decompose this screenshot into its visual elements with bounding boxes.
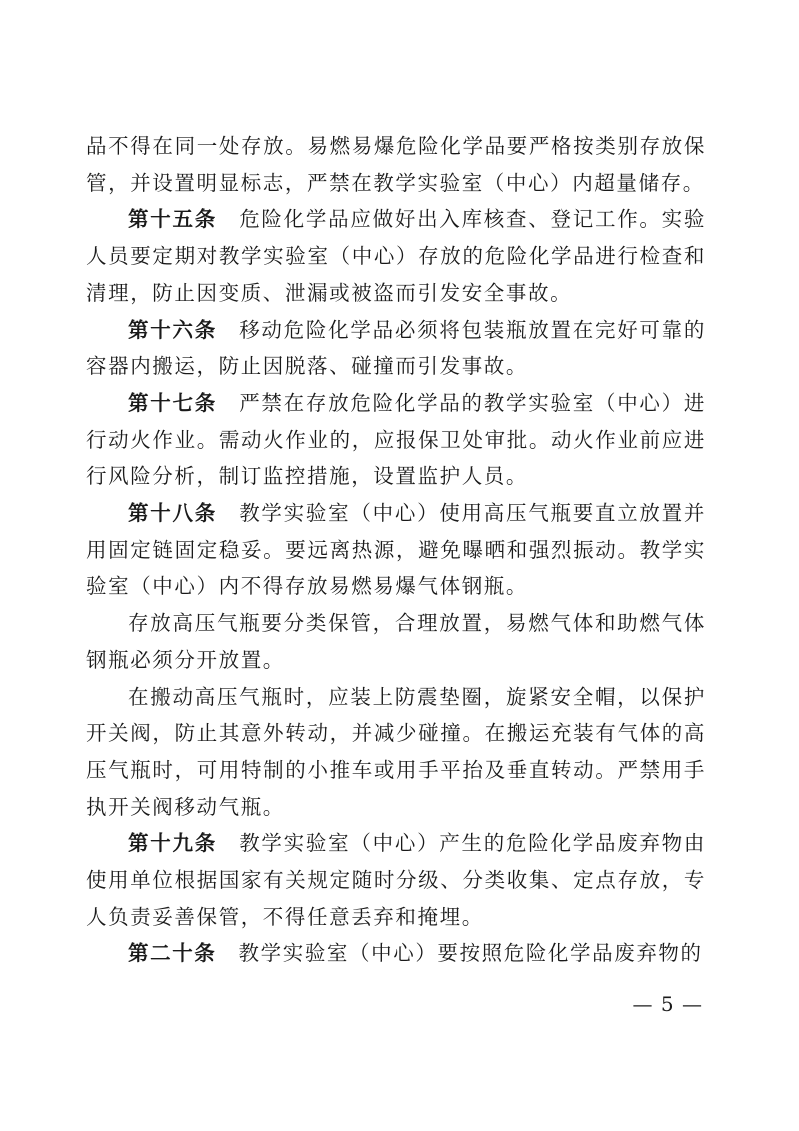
article-number: 第十五条 xyxy=(128,207,217,232)
paragraph-text: 移动危险化学品必须将包装瓶放置在完好可靠的容器内搬运，防止因脱落、碰撞而引发事故。 xyxy=(86,317,706,379)
paragraph-text: 在搬动高压气瓶时，应装上防震垫圈，旋紧安全帽，以保护开关阀，防止其意外转动，并减少碰撞。在搬运充装有气体的高压气瓶时，可用特制的小推车或用手平抬及垂直转动。严禁用手执开关阀移动气瓶。 xyxy=(86,684,706,819)
article-18-para-3 xyxy=(86,679,706,826)
article-number: 第十七条 xyxy=(128,390,217,415)
article-number: 第二十条 xyxy=(128,941,217,966)
article-17 xyxy=(86,385,706,495)
article-number: 第十八条 xyxy=(128,501,217,526)
body-text xyxy=(86,128,706,972)
article-19 xyxy=(86,825,706,935)
paragraph-text: 品不得在同一处存放。易燃易爆危险化学品要严格按类别存放保管，并设置明显标志，严禁在教学实验室（中心）内超量储存。 xyxy=(86,134,706,195)
article-number: 第十六条 xyxy=(128,317,217,342)
paragraph-text: 严禁在存放危险化学品的教学实验室（中心）进行动火作业。需动火作业的，应报保卫处审批。动火作业前应进行风险分析，制订监控措施，设置监护人员。 xyxy=(86,390,706,489)
article-15 xyxy=(86,201,706,311)
paragraph-text: 危险化学品应做好出入库核查、登记工作。实验人员要定期对教学实验室（中心）存放的危险化学品进行检查和清理，防止因变质、泄漏或被盗而引发安全事故。 xyxy=(86,207,706,305)
page-number: — 5 — xyxy=(632,992,703,1016)
paragraph-text: 教学实验室（中心）产生的危险化学品废弃物由使用单位根据国家有关规定随时分级、分类收集、定点存放，专人负责妥善保管，不得任意丢弃和掩埋。 xyxy=(86,831,706,929)
article-18-para-2 xyxy=(86,605,706,678)
article-number: 第十九条 xyxy=(128,831,217,856)
article-18 xyxy=(86,495,706,605)
paragraph-text: 教学实验室（中心）要按照危险化学品废弃物的 xyxy=(238,941,703,966)
paragraph-text: 教学实验室（中心）使用高压气瓶要直立放置并用固定链固定稳妥。要远离热源，避免曝晒和强烈振动。教学实验室（中心）内不得存放易燃易爆气体钢瓶。 xyxy=(86,501,706,599)
paragraph-continuation xyxy=(86,128,706,201)
article-20 xyxy=(86,935,706,972)
paragraph-text: 存放高压气瓶要分类保管，合理放置，易燃气体和助燃气体钢瓶必须分开放置。 xyxy=(86,611,706,672)
article-16 xyxy=(86,312,706,385)
